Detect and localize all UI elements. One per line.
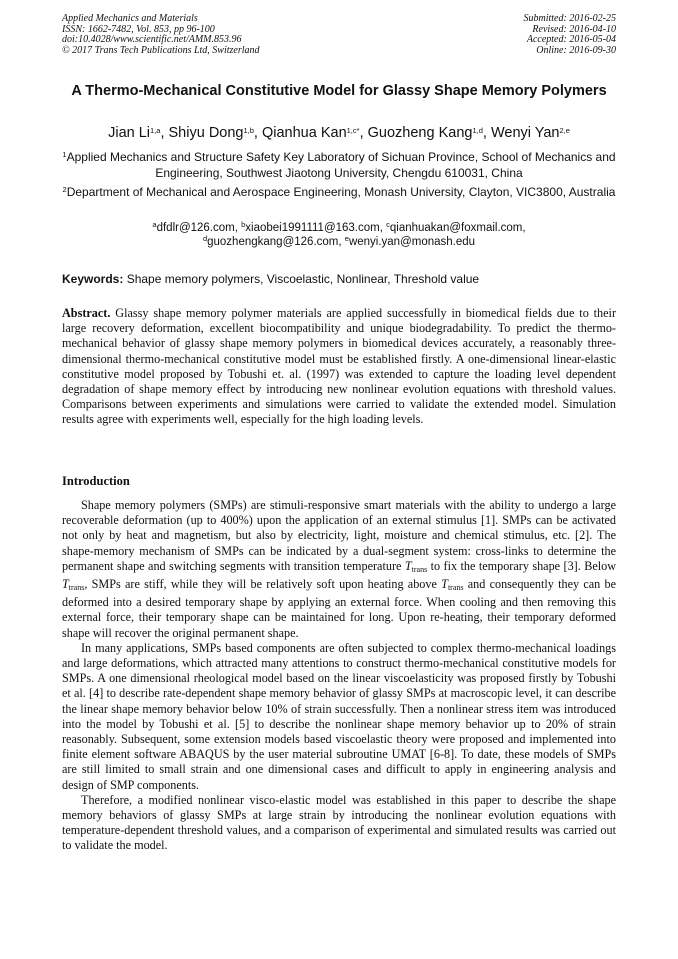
journal-info <box>62 14 260 56</box>
submitted-date: Submitted: 2016-02-25 <box>523 13 616 24</box>
email-line-1: $^a$dfdlr@126.com, $^b$xiaobei1991111@163.com, $^c$qianhuakan@foxmail.com, <box>152 220 526 234</box>
author-name: Shiyu Dong <box>168 125 244 141</box>
paper-title: A Thermo-Mechanical Constitutive Model for Glassy Shape Memory Polymers <box>71 83 607 99</box>
issn-line: ISSN: 1662-7482, Vol. 853, pp 96-100 <box>62 23 215 35</box>
email-b[interactable]: xiaobei1991111@163.com <box>245 222 380 234</box>
email-d[interactable]: guozhengkang@126.com <box>207 236 339 248</box>
author-affiliation-marker: 1,d <box>472 126 483 135</box>
author-affiliation-marker: 2,e <box>559 126 570 135</box>
abstract-label: Abstract. <box>62 306 111 320</box>
email-marker: d <box>202 234 208 243</box>
author-affiliation-marker: 1,c* <box>346 126 360 135</box>
symbol-t-trans <box>62 577 84 591</box>
symbol-letter: T <box>62 577 69 592</box>
author-emails <box>62 221 616 249</box>
email-marker: e <box>344 234 349 243</box>
intro-paragraph-1 <box>62 498 616 641</box>
intro-p1-part-c: , SMPs are stiff, while they will be relatively soft upon heating above <box>84 577 437 592</box>
author-name: Guozheng Kang <box>367 125 473 141</box>
symbol-t-trans <box>405 559 427 573</box>
author-name: Qianhua Kan <box>261 125 347 141</box>
intro-paragraph-3: Therefore, a modified nonlinear visco-elastic model was established in this paper to describe the shape memory behaviors of glassy SMPs at large strain by introducing the nonlinear evolution equations with temperature-dependent threshold values, and a comparison of experimental and simulated results was carried out to validate the model. <box>62 792 616 853</box>
online-date: Online: 2016-09-30 <box>536 44 616 56</box>
symbol-subscript: trans <box>411 564 428 574</box>
email-c[interactable]: qianhuakan@foxmail.com <box>389 222 523 234</box>
affiliation-marker: 1 <box>62 150 67 159</box>
email-a[interactable]: dfdlr@126.com <box>156 222 235 234</box>
abstract <box>62 306 616 428</box>
author-name: Jian Li <box>108 125 151 141</box>
journal-name: Applied Mechanics and Materials <box>62 13 198 24</box>
email-marker: a <box>152 220 157 229</box>
email-e[interactable]: wenyi.yan@monash.edu <box>348 236 476 248</box>
copyright-line: © 2017 Trans Tech Publications Ltd, Switzerland <box>62 44 260 56</box>
email-marker: c <box>386 220 390 229</box>
author-affiliation-marker: 1,b <box>243 126 254 135</box>
submission-dates <box>524 14 617 56</box>
affiliation-2 <box>62 185 616 201</box>
abstract-text: Glassy shape memory polymer materials are applied successfully in biomedical fields due to their large recovery deformation, excellent biocompatibility and unique biodegradability. To predict the thermo-mechanical behavior of glassy shape memory polymers in biomedical devices accurately, a reasonably three-dimensional thermo-mechanical constitutive model must be established firstly. A one-dimensional linear-elastic constitutive model proposed by Tobushi et. al. (1997) was extended to capture the loading level dependent degradation of shape memory effect by introducing new nonlinear evolution equations with threshold values. Comparisons between experiments and simulations were carried to validate the extended model. Simulation results agree with experiments well, especially for the high loading levels. <box>62 306 617 427</box>
symbol-t-trans <box>441 577 463 591</box>
keywords-text: Shape memory polymers, Viscoelastic, Nonlinear, Threshold value <box>126 272 480 286</box>
accepted-date: Accepted: 2016-05-04 <box>526 34 616 45</box>
intro-p1-part-d: and consequently they can be deformed into a desired temporary shape by applying an external force. When cooling and then removing this external force, their temporary shape can be maintained for long. Upon re-heating, their temporary deformed shape will recover the original permanent shape. <box>62 577 617 640</box>
affiliation-text: Department of Mechanical and Aerospace Engineering, Monash University, Clayton, VIC3800, Australia <box>66 185 616 199</box>
email-line-2: $^d$guozhengkang@126.com, $^e$wenyi.yan@monash.edu <box>202 234 476 248</box>
author-list: Jian Li$^{1,a}$, Shiyu Dong$^{1,b}$, Qianhua Kan$^{1,c*}$, Guozheng Kang$^{1,d}$, Wenyi Yan$^{2,e}$ <box>108 125 570 141</box>
intro-paragraph-2: In many applications, SMPs based components are often subjected to complex thermo-mechanical loadings and large deformations, which attracted many attentions to construct thermo-mechanical constitutive models for SMPs. A one dimensional rheological model based on the linear viscoelasticity was proposed firstly by Tobushi et al. [4] to describe rate-dependent shape memory behavior of glassy SMPs at macroscopic level, it can describe the linear shape memory behavior below 10% of strain successfully. Then a nonlinear stress item was introduced into the model by Tobushi et al. [5] to describe the nonlinear shape memory behavior up to 20% of strain reasonably. Subsequent, some extension models based viscoelastic theory were proposed and implemented into finite element software ABAQUS by the user material subroutine UMAT [6-8]. To date, these models of SMPs are still limited to small strain and one dimensional cases and difficult to apply in engineering analysis and design of SMP components. <box>62 640 616 792</box>
doi-line[interactable]: doi:10.4028/www.scientific.net/AMM.853.96 <box>62 34 242 45</box>
affiliation-text: Applied Mechanics and Structure Safety Key Laboratory of Sichuan Province, School of Mechanics and Engineering, Southwest Jiaotong University, Chengdu 610031, China <box>66 150 616 180</box>
email-marker: b <box>241 220 246 229</box>
symbol-subscript: trans <box>447 583 464 593</box>
intro-p1-part-b: to fix the temporary shape [3]. Below <box>430 558 617 573</box>
symbol-letter: T <box>441 577 448 592</box>
symbol-letter: T <box>404 558 412 573</box>
introduction-heading: Introduction <box>62 474 130 488</box>
affiliation-1 <box>62 150 616 181</box>
keywords-label: Keywords: <box>62 272 124 286</box>
introduction-body <box>62 498 616 854</box>
intro-p1-part-a: Shape memory polymers (SMPs) are stimuli-responsive smart materials with the ability to undergo a large recoverable deformation (up to 400%) upon the application of an external stimulus [1]. SMPs can be activated not only by heat and magnetism, but also by electricity, light, moisture and chemical stimulus, etc. [2]. The shape-memory mechanism of SMPs can be indicated by a dual-segment system: cross-links to determine the permanent shape and switching segments with transition temperature <box>62 498 616 573</box>
author-name: Wenyi Yan <box>490 125 560 141</box>
author-affiliation-marker: 1,a <box>150 126 161 135</box>
keywords <box>62 272 616 287</box>
symbol-subscript: trans <box>68 583 85 593</box>
affiliation-marker: 2 <box>62 185 67 194</box>
revised-date: Revised: 2016-04-10 <box>532 23 616 35</box>
